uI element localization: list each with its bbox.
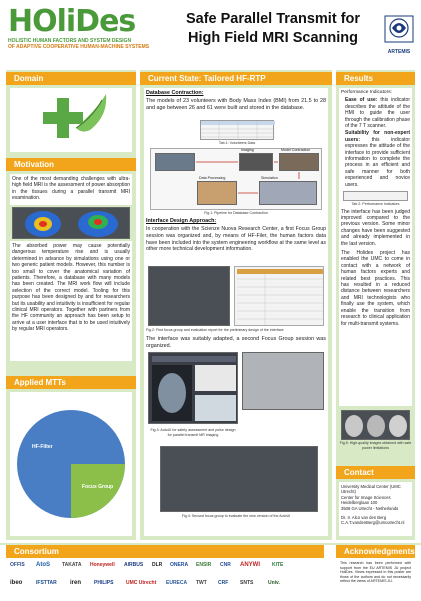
partner-logo-offis: OFFIS <box>10 562 25 568</box>
partner-logo-cnr: CNR <box>220 562 231 568</box>
bullet-suitability <box>341 130 410 188</box>
acknowledgments-box <box>339 560 412 598</box>
domain-header: Domain <box>6 72 136 85</box>
pipeline-label-processing: Data Processing <box>199 176 226 180</box>
consortium-logos <box>6 558 324 599</box>
partner-logo-dlr: DLR <box>152 562 163 568</box>
artemis-logo <box>383 14 415 54</box>
bullet-1-title: Ease of use: <box>345 97 378 104</box>
partner-logo-honeywell: Honeywell <box>90 562 115 568</box>
tab1-caption: Tab.1: Volunteers Data <box>218 141 256 145</box>
fig1-caption: Fig.1: Pipeline for Database Contraction <box>204 211 268 215</box>
logo-subtitle-1: HOLISTIC HUMAN FACTORS AND SYSTEM DESIGN <box>8 38 132 44</box>
mri-absorption-image <box>12 207 130 239</box>
partner-logo-crf: CRF <box>218 580 229 586</box>
pipeline-label-model: Model Contraction <box>281 148 311 152</box>
pie-slice-focus-group <box>71 464 125 518</box>
holides-logo <box>8 6 163 60</box>
partner-logo-univ: Univ. <box>268 580 280 586</box>
artemis-label: ARTEMIS <box>387 49 411 55</box>
pipeline-label-imaging: Imaging <box>241 148 254 152</box>
pie-label-focus-group: Focus Group <box>82 484 114 490</box>
motivation-intro <box>10 174 132 205</box>
judged-text: The interface has been judged improved compared to the previous version. Some minor changes have been suggested and already implemented in the last version. <box>341 208 410 247</box>
results-header: Results <box>336 72 415 85</box>
tab2-caption: Tab.2: Performance Indicators <box>351 202 400 207</box>
mri-slices-icon <box>342 411 411 441</box>
design-approach-title: Interface Design Approach: <box>146 218 217 224</box>
partner-logo-airbus: AIRBUS <box>124 562 144 568</box>
table-grid <box>201 121 275 141</box>
pie-label-hf-filter: HF-Filter <box>32 444 53 450</box>
bullet-ease-of-use <box>341 97 410 129</box>
volunteers-table <box>200 120 274 140</box>
medical-cross-leaf-icon <box>10 88 132 152</box>
partner-logo-anywi: ANYWI <box>240 562 260 568</box>
fig2-caption: Fig.2: First focus group and evaluation report for the preliminary design of the interface <box>146 328 284 332</box>
pipeline-label-simulation: Simulation <box>261 176 278 180</box>
logo-subtitle-2: OF ADAPTIVE COOPERATIVE HUMAN-MACHINE SYSTEMS <box>8 44 150 50</box>
design-approach-text: In cooperation with the Scienze Nuova Research Center, a first Focus Group session was organized and, by means of HF-Filer, the human factors data have been included into the system engineering workflow at the same level as other more technical development information. <box>146 226 326 253</box>
perf-indicators-title: Performance Indicators: <box>341 90 392 95</box>
sar-map-icon <box>13 208 131 240</box>
partner-logo-kite: KITE <box>272 562 284 568</box>
applied-mtts-box <box>10 392 132 536</box>
fig5-caption: Fig.5: High-quality images obtained with safe power limitations <box>339 441 412 450</box>
partner-logo-atos: AtoS <box>36 562 50 568</box>
contact-line-4: 3508 GA Utrecht - Netherlands <box>341 505 399 511</box>
report-table <box>235 267 325 327</box>
partner-logo-eureca: EURECA <box>166 580 188 586</box>
bullet-1-text: this indicator describes the attitude of the HMI to guide the user through the calibration phase of the 7 T scanner. <box>345 97 410 130</box>
focus-group-photo-1 <box>148 266 230 326</box>
motivation-body <box>10 241 132 361</box>
autoui-photo <box>242 352 324 410</box>
db-contraction-title: Database Contraction: <box>146 90 204 96</box>
logo-text: HOliDes <box>8 4 136 39</box>
partner-logo-snts: SNTS <box>240 580 254 586</box>
motivation-header: Motivation <box>6 158 136 171</box>
poster-title: Safe Parallel Transmit for High Field MRI Scanning <box>185 11 361 46</box>
partner-logo-takata: TAKATA <box>62 562 82 568</box>
contact-line-6: Dr. Ir. Alco van den Berg <box>341 515 387 521</box>
adapted-text: The interface was suitably adapted, a second Focus Group session was organized. <box>146 336 326 349</box>
db-contraction-text: The models of 23 volunteers with Body Mass Index (BMI) from 21.5 to 28 and age between 26 and 61 were built and stored in the database. <box>146 98 326 111</box>
partner-logo-ibeo: ibeo <box>10 580 23 586</box>
autoui-screen-icon <box>149 353 239 425</box>
bullet-2-text: this indicator expresses the attitude of the interface to provide sufficient information to complete the process in an efficient and safe manner for both experienced and novice users. <box>345 136 410 188</box>
results-box <box>339 88 412 406</box>
bullet-2-title: Suitability for non-expert users: <box>345 130 410 143</box>
autoui-screenshot <box>148 352 238 424</box>
contact-line-1: University Medical Center (UMC Utrecht) <box>341 484 401 495</box>
contact-line-2: Center for Image Sciences <box>341 494 391 500</box>
title-bar <box>0 0 421 66</box>
contact-line-3: Heidelberglaan 100 <box>341 500 378 506</box>
holides-text: The Holides project has enabled the UMC to come in contact with a network of human factors experts and related best practices. This has resulted in a reduced distance between researchers and MRI technologists who finally use the system, which enable the transition from research to clinical application for multi-transmit systems. <box>341 250 410 327</box>
evaluation-report <box>234 266 324 326</box>
partner-logo-philips: PHILIPS <box>94 580 114 586</box>
contact-box <box>339 482 412 536</box>
artemis-emblem-icon <box>383 14 415 44</box>
pipeline-figure <box>150 148 322 210</box>
partner-logo-twt: TWT <box>196 580 207 586</box>
motivation-para-2: The absorbed power may cause potentially dangerous temperature rise and is usually determined in advance by simulations using one or two generic patient models. However, this number is too small to cover the anatomical variation of patients. Therefore, a database with many models has been created. The MRI work flow will include selection of the correct model. Tooling for this purpose has been designed by and for researchers but its usability and intuitivity is insufficient for regular clinical MRI operators. Together with partners from the HF community an approach has been setup to arrive at a user interface that is to be used intuitively by regular MRI operators. <box>12 243 130 333</box>
partner-logo-umc: UMC Utrecht <box>126 580 157 586</box>
acknowledgments-header: Acknowledgments <box>336 545 415 558</box>
fig3-caption: Fig.3: AutoUI for safety assessment and pulse design for parallel transmit MR imaging <box>150 428 236 437</box>
domain-box <box>10 88 132 152</box>
partner-logo-iren: iren <box>70 580 82 586</box>
motivation-para-1: One of the most demanding challenges with ultra-high field MRI is the assessment of power absorption in the tissues during a parallel transmit MRI examination. <box>12 176 130 202</box>
partner-logo-ifsttar: IFSTTAR <box>36 580 57 586</box>
applied-mtts-header: Applied MTTs <box>6 376 136 389</box>
focus-group-photo-2 <box>160 446 318 512</box>
mtt-pie-chart <box>10 392 132 536</box>
contact-email[interactable]: C.A.T.vandenBerg@umcutrecht.nl <box>341 520 405 526</box>
perf-indicators-table <box>343 191 408 201</box>
current-state-header: Current State: Tailored HF-RTP <box>140 72 332 85</box>
contact-header: Contact <box>336 466 415 479</box>
partner-logo-ensir: ENSIR <box>196 562 212 568</box>
pipeline-arrows <box>151 149 323 211</box>
consortium-header: Consortium <box>6 545 324 558</box>
acknowledgments-text: This research has been performed with support from the EU ARTEMIS JU project HoliDes. Views expressed in this poster are those of the authors and do not necessarily reflect the views of ARTEMIS JU. <box>340 561 411 584</box>
fig4-caption: Fig.4: Second focus group to evaluate the new version of the AutoUI <box>181 514 291 518</box>
partner-logo-onera: ONERA <box>170 562 189 568</box>
mri-results-images <box>341 410 410 440</box>
